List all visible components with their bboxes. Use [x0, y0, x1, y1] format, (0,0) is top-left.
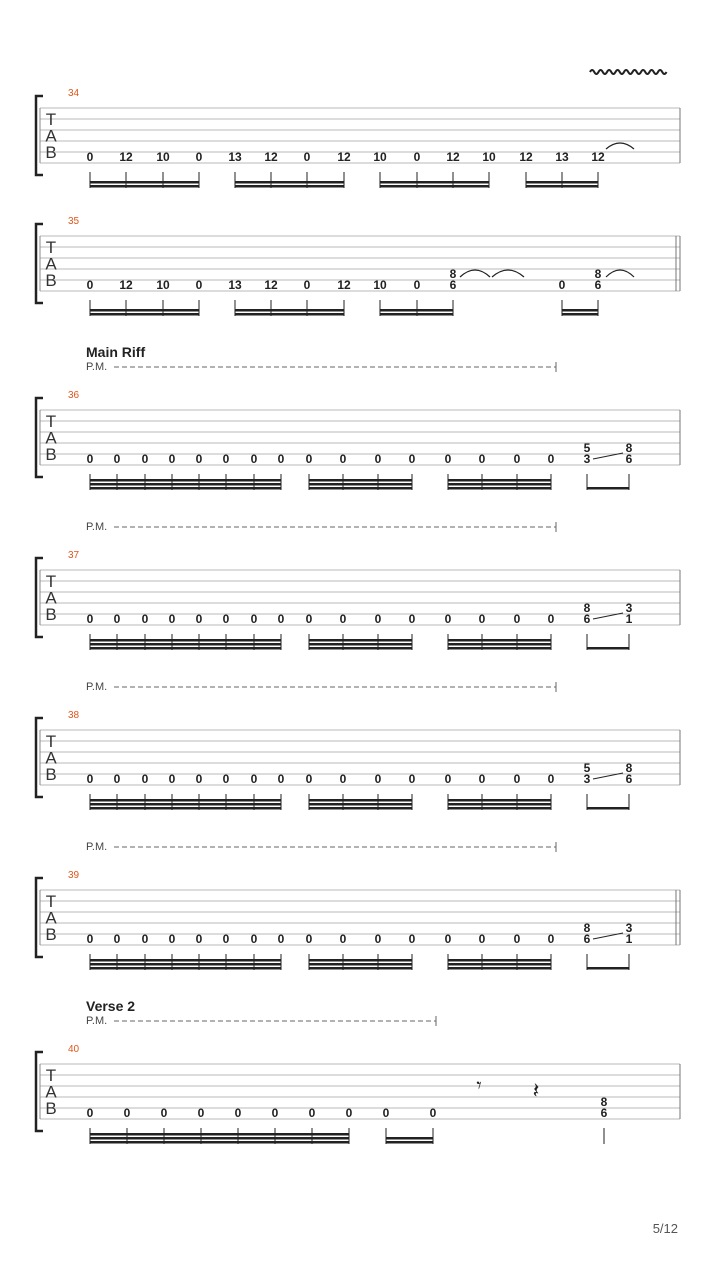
fret-number: 0 [168, 452, 176, 466]
fret-number: 0 [374, 452, 382, 466]
note-beam [309, 479, 412, 482]
tab-clef-letter: A [45, 1082, 57, 1102]
note-beam [90, 313, 199, 316]
note-beam [90, 1141, 349, 1144]
fret-number: 0 [277, 452, 285, 466]
fret-number: 0 [558, 278, 566, 292]
page-number: 5/12 [652, 1221, 678, 1236]
note-beam [448, 799, 551, 802]
fret-number: 5 [583, 441, 591, 455]
note-beam [448, 483, 551, 486]
fret-number: 0 [303, 278, 311, 292]
fret-number: 0 [250, 612, 258, 626]
fret-number: 13 [228, 150, 242, 164]
tab-clef-letter: B [45, 143, 57, 162]
fret-number: 0 [277, 772, 285, 786]
note-beam [448, 487, 551, 490]
fret-number: 0 [339, 772, 347, 786]
note-beam [562, 309, 598, 312]
fret-number: 0 [478, 612, 486, 626]
fret-number: 0 [195, 612, 203, 626]
fret-number: 0 [195, 932, 203, 946]
note-beam [380, 309, 453, 312]
fret-number: 0 [513, 932, 521, 946]
palm-mute-label: P.M. [86, 681, 108, 693]
tab-clef-letter: T [45, 412, 57, 431]
tie-arc [606, 143, 634, 149]
fret-number: 0 [86, 278, 94, 292]
fret-number: 12 [264, 150, 278, 164]
note-beam [309, 803, 412, 806]
fret-number: 0 [547, 452, 555, 466]
note-beam [386, 1141, 433, 1144]
note-beam [90, 483, 281, 486]
measure-number: 34 [68, 88, 80, 99]
note-beam [309, 643, 412, 646]
note-beam [309, 799, 412, 802]
note-beam [380, 313, 453, 316]
tab-clef-letter: B [45, 605, 57, 624]
fret-number: 0 [250, 932, 258, 946]
fret-number: 0 [168, 772, 176, 786]
fret-number: 0 [408, 932, 416, 946]
fret-number: 12 [591, 150, 605, 164]
note-beam [90, 479, 281, 482]
fret-number: 0 [305, 772, 313, 786]
measure-number: 38 [68, 710, 80, 721]
note-beam [448, 963, 551, 966]
note-beam [380, 185, 489, 188]
fret-number: 0 [141, 612, 149, 626]
tab-clef-letter: T [45, 238, 57, 257]
fret-number: 3 [625, 921, 633, 935]
measure-number: 39 [68, 870, 80, 881]
fret-number: 0 [408, 772, 416, 786]
fret-number: 0 [222, 932, 230, 946]
fret-number: 0 [305, 612, 313, 626]
fret-number: 0 [374, 772, 382, 786]
note-beam [448, 967, 551, 970]
note-beam [526, 185, 598, 188]
note-beam [587, 967, 629, 970]
fret-number: 0 [195, 150, 203, 164]
palm-mute-label: P.M. [86, 841, 108, 853]
fret-number: 0 [86, 932, 94, 946]
note-beam [235, 181, 344, 184]
note-beam [235, 185, 344, 188]
tab-clef-letter: B [45, 925, 57, 944]
fret-number: 8 [594, 267, 602, 281]
fret-number: 0 [197, 1106, 205, 1120]
fret-number: 0 [234, 1106, 242, 1120]
tab-clef-letter: T [45, 572, 57, 591]
fret-number: 8 [625, 761, 633, 775]
fret-number: 0 [86, 612, 94, 626]
palm-mute-label: P.M. [86, 1015, 108, 1027]
note-beam [90, 799, 281, 802]
note-beam [448, 643, 551, 646]
fret-number: 0 [195, 278, 203, 292]
fret-number: 12 [337, 150, 351, 164]
note-beam [309, 959, 412, 962]
fret-number: 0 [141, 772, 149, 786]
fret-number: 0 [271, 1106, 279, 1120]
fret-number: 0 [113, 612, 121, 626]
tab-clef-letter: A [45, 748, 57, 768]
measure-number: 36 [68, 390, 80, 401]
fret-number: 0 [339, 932, 347, 946]
note-beam [235, 309, 344, 312]
fret-number: 0 [160, 1106, 168, 1120]
note-beam [90, 185, 199, 188]
fret-number: 12 [519, 150, 533, 164]
fret-number: 12 [337, 278, 351, 292]
palm-mute-label: P.M. [86, 361, 108, 373]
fret-number: 0 [308, 1106, 316, 1120]
note-beam [309, 483, 412, 486]
fret-number: 0 [277, 612, 285, 626]
fret-number: 6 [600, 1106, 608, 1120]
fret-number: 5 [583, 761, 591, 775]
fret-number: 0 [547, 932, 555, 946]
fret-number: 0 [478, 772, 486, 786]
fret-number: 0 [250, 772, 258, 786]
tab-clef-letter: T [45, 1066, 57, 1085]
vibrato-wave-icon [590, 70, 667, 74]
fret-number: 0 [339, 452, 347, 466]
fret-number: 12 [119, 278, 133, 292]
fret-number: 0 [408, 612, 416, 626]
fret-number: 0 [168, 612, 176, 626]
palm-mute-label: P.M. [86, 521, 108, 533]
fret-number: 0 [250, 452, 258, 466]
fret-number: 1 [625, 612, 633, 626]
note-beam [526, 181, 598, 184]
fret-number: 6 [594, 278, 602, 292]
note-beam [90, 1133, 349, 1136]
fret-number: 13 [228, 278, 242, 292]
note-beam [90, 647, 281, 650]
fret-number: 8 [583, 921, 591, 935]
tie-arc [460, 270, 490, 277]
note-beam [448, 803, 551, 806]
note-beam [90, 807, 281, 810]
note-beam [309, 639, 412, 642]
fret-number: 0 [513, 452, 521, 466]
fret-number: 6 [583, 932, 591, 946]
fret-number: 0 [277, 932, 285, 946]
fret-number: 0 [86, 772, 94, 786]
fret-number: 0 [113, 452, 121, 466]
note-beam [309, 647, 412, 650]
section-heading: Verse 2 [86, 998, 136, 1014]
fret-number: 0 [305, 452, 313, 466]
fret-number: 10 [156, 150, 170, 164]
fret-number: 0 [547, 612, 555, 626]
tab-clef-letter: A [45, 254, 57, 274]
fret-number: 0 [374, 612, 382, 626]
note-beam [562, 313, 598, 316]
fret-number: 0 [444, 772, 452, 786]
fret-number: 0 [345, 1106, 353, 1120]
fret-number: 10 [482, 150, 496, 164]
measure-number: 40 [68, 1044, 80, 1055]
note-beam [90, 963, 281, 966]
fret-number: 0 [222, 772, 230, 786]
fret-number: 0 [339, 612, 347, 626]
fret-number: 0 [123, 1106, 131, 1120]
tie-arc [492, 270, 524, 277]
fret-number: 12 [446, 150, 460, 164]
fret-number: 1 [625, 932, 633, 946]
note-beam [90, 967, 281, 970]
fret-number: 0 [444, 932, 452, 946]
measure-number: 35 [68, 216, 80, 227]
fret-number: 3 [583, 452, 591, 466]
note-beam [90, 181, 199, 184]
fret-number: 3 [583, 772, 591, 786]
fret-number: 8 [600, 1095, 608, 1109]
tab-clef-letter: T [45, 892, 57, 911]
note-beam [309, 967, 412, 970]
fret-number: 0 [444, 452, 452, 466]
note-beam [386, 1137, 433, 1140]
note-beam [309, 487, 412, 490]
tab-clef-letter: B [45, 271, 57, 290]
note-beam [587, 647, 629, 650]
fret-number: 10 [373, 150, 387, 164]
fret-number: 0 [141, 452, 149, 466]
tab-clef-letter: B [45, 445, 57, 464]
note-beam [90, 959, 281, 962]
fret-number: 10 [156, 278, 170, 292]
fret-number: 0 [305, 932, 313, 946]
note-beam [90, 639, 281, 642]
tab-clef-letter: A [45, 428, 57, 448]
fret-number: 0 [86, 1106, 94, 1120]
measure-number: 37 [68, 550, 80, 561]
fret-number: 0 [413, 150, 421, 164]
note-beam [448, 959, 551, 962]
tab-clef-letter: T [45, 732, 57, 751]
fret-number: 0 [222, 612, 230, 626]
note-beam [90, 309, 199, 312]
note-beam [380, 181, 489, 184]
fret-number: 8 [583, 601, 591, 615]
note-beam [448, 639, 551, 642]
fret-number: 0 [429, 1106, 437, 1120]
fret-number: 0 [408, 452, 416, 466]
fret-number: 6 [625, 772, 633, 786]
fret-number: 0 [374, 932, 382, 946]
tab-clef-letter: B [45, 1099, 57, 1118]
fret-number: 8 [449, 267, 457, 281]
fret-number: 0 [303, 150, 311, 164]
fret-number: 12 [264, 278, 278, 292]
fret-number: 8 [625, 441, 633, 455]
note-beam [587, 487, 629, 490]
fret-number: 6 [625, 452, 633, 466]
note-beam [587, 807, 629, 810]
quarter-rest-icon: 𝄽 [532, 1078, 540, 1103]
fret-number: 0 [478, 932, 486, 946]
fret-number: 0 [113, 772, 121, 786]
fret-number: 6 [583, 612, 591, 626]
note-beam [235, 313, 344, 316]
tie-arc [606, 270, 634, 277]
note-beam [309, 807, 412, 810]
fret-number: 0 [513, 772, 521, 786]
fret-number: 0 [382, 1106, 390, 1120]
section-heading: Main Riff [86, 344, 146, 360]
fret-number: 10 [373, 278, 387, 292]
note-beam [448, 647, 551, 650]
fret-number: 0 [168, 932, 176, 946]
fret-number: 0 [195, 772, 203, 786]
fret-number: 0 [113, 932, 121, 946]
note-beam [90, 1137, 349, 1140]
fret-number: 0 [86, 452, 94, 466]
fret-number: 13 [555, 150, 569, 164]
fret-number: 0 [413, 278, 421, 292]
tab-clef-letter: A [45, 588, 57, 608]
fret-number: 0 [478, 452, 486, 466]
note-beam [448, 479, 551, 482]
tab-clef-letter: B [45, 765, 57, 784]
tab-clef-letter: A [45, 908, 57, 928]
tab-clef-letter: A [45, 126, 57, 146]
fret-number: 6 [449, 278, 457, 292]
tab-clef-letter: T [45, 110, 57, 129]
fret-number: 0 [513, 612, 521, 626]
note-beam [309, 963, 412, 966]
note-beam [90, 487, 281, 490]
fret-number: 0 [195, 452, 203, 466]
fret-number: 12 [119, 150, 133, 164]
fret-number: 0 [444, 612, 452, 626]
note-beam [448, 807, 551, 810]
fret-number: 0 [86, 150, 94, 164]
fret-number: 3 [625, 601, 633, 615]
note-beam [90, 643, 281, 646]
fret-number: 0 [141, 932, 149, 946]
fret-number: 0 [547, 772, 555, 786]
fret-number: 0 [222, 452, 230, 466]
eighth-rest-icon: 𝄾 [476, 1075, 482, 1097]
note-beam [90, 803, 281, 806]
